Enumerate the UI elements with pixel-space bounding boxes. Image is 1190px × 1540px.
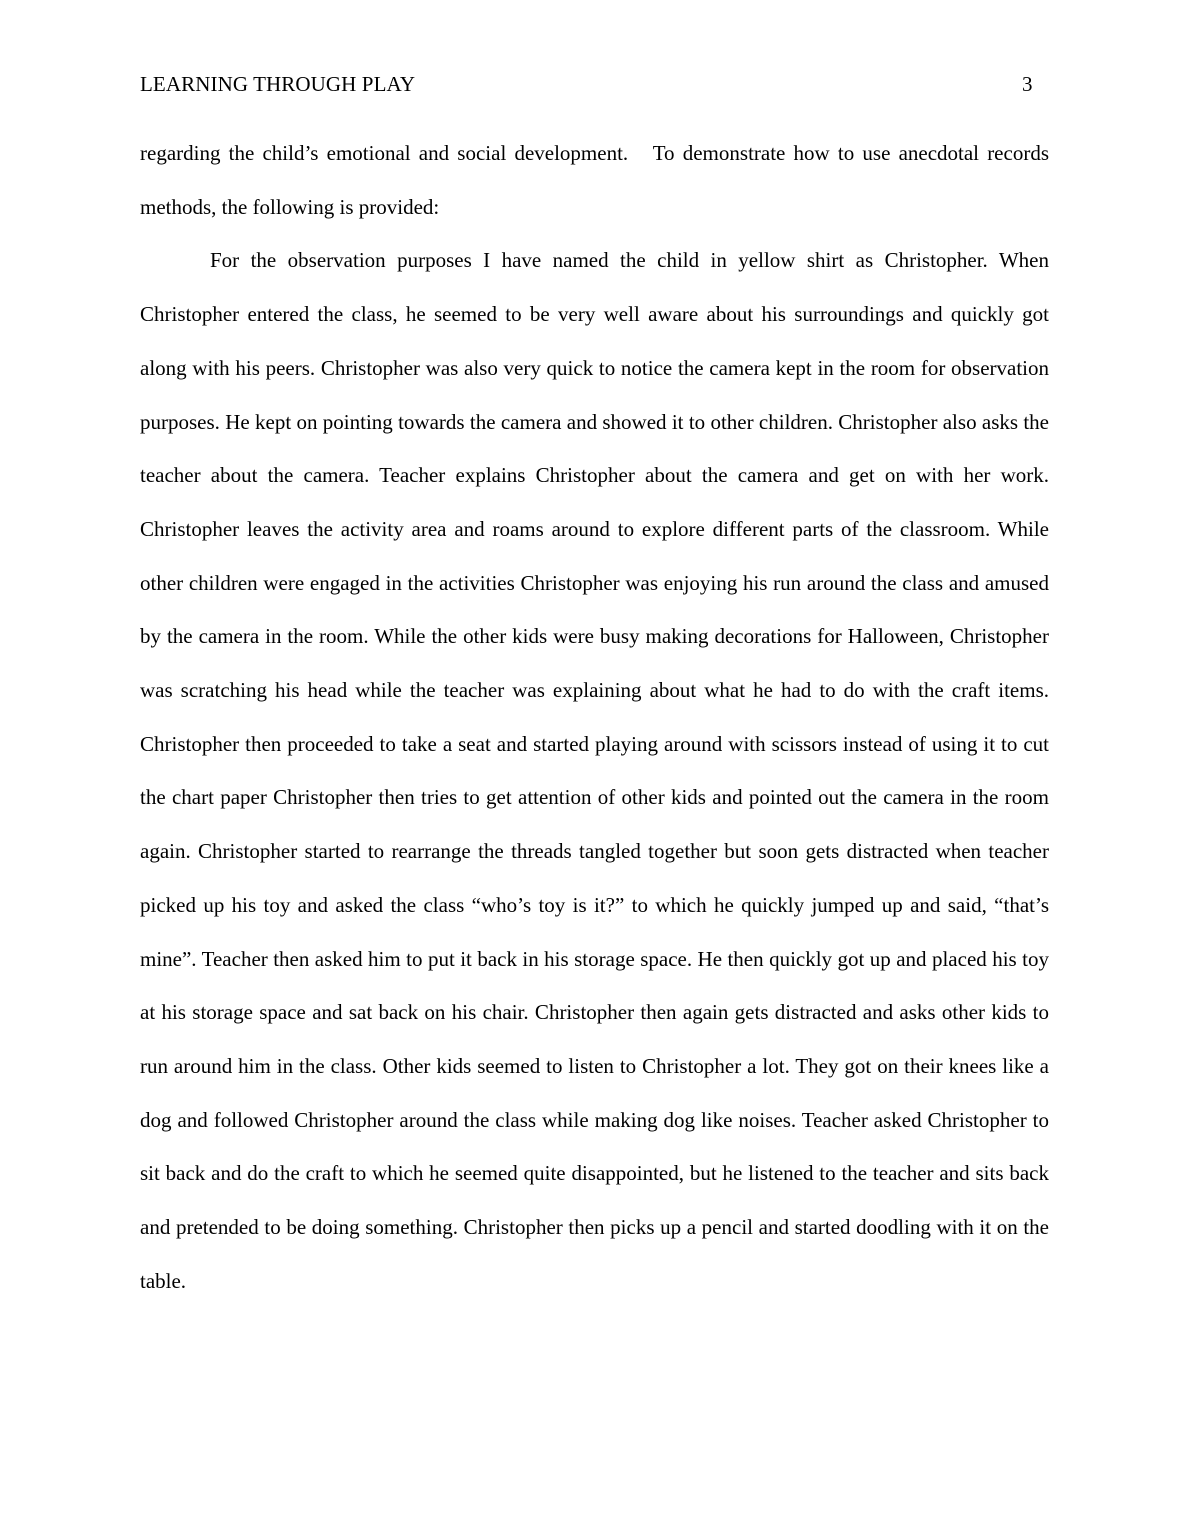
body-text xyxy=(140,127,1049,1308)
page-number: 3 xyxy=(1022,72,1033,96)
running-head: LEARNING THROUGH PLAY xyxy=(140,72,416,96)
paragraph-observation: For the observation purposes I have named the child in yellow shirt as Christopher. When Christopher entered the class, he seemed to be very well aware about his surroundings and quickly got along with his peers. Christopher was also very quick to notice the camera kept in the room for observation purposes. He kept on pointing towards the camera and showed it to other children. Christopher also asks the teacher about the camera. Teacher explains Christopher about the camera and get on with her work. Christopher leaves the activity area and roams around to explore different parts of the classroom. While other children were engaged in the activities Christopher was enjoying his run around the class and amused by the camera in the room. While the other kids were busy making decorations for Halloween, Christopher was scratching his head while the teacher was explaining about what he had to do with the craft items. Christopher then proceeded to take a seat and started playing around with scissors instead of using it to cut the chart paper Christopher then tries to get attention of other kids and pointed out the camera in the room again. Christopher started to rearrange the threads tangled together but soon gets distracted when teacher picked up his toy and asked the class “who’s toy is it?” to which he quickly jumped up and said, “that’s mine”. Teacher then asked him to put it back in his storage space. He then quickly got up and placed his toy at his storage space and sat back on his chair. Christopher then again gets distracted and asks other kids to run around him in the class. Other kids seemed to listen to Christopher a lot. They got on their knees like a dog and followed Christopher around the class while making dog like noises. Teacher asked Christopher to sit back and do the craft to which he seemed quite disappointed, but he listened to the teacher and sits back and pretended to be doing something. Christopher then picks up a pencil and started doodling with it on the table. xyxy=(140,248,1049,1293)
paragraph-continuation: regarding the child’s emotional and social development. To demonstrate how to use anecdotal records methods, the following is provided: xyxy=(140,141,1049,219)
